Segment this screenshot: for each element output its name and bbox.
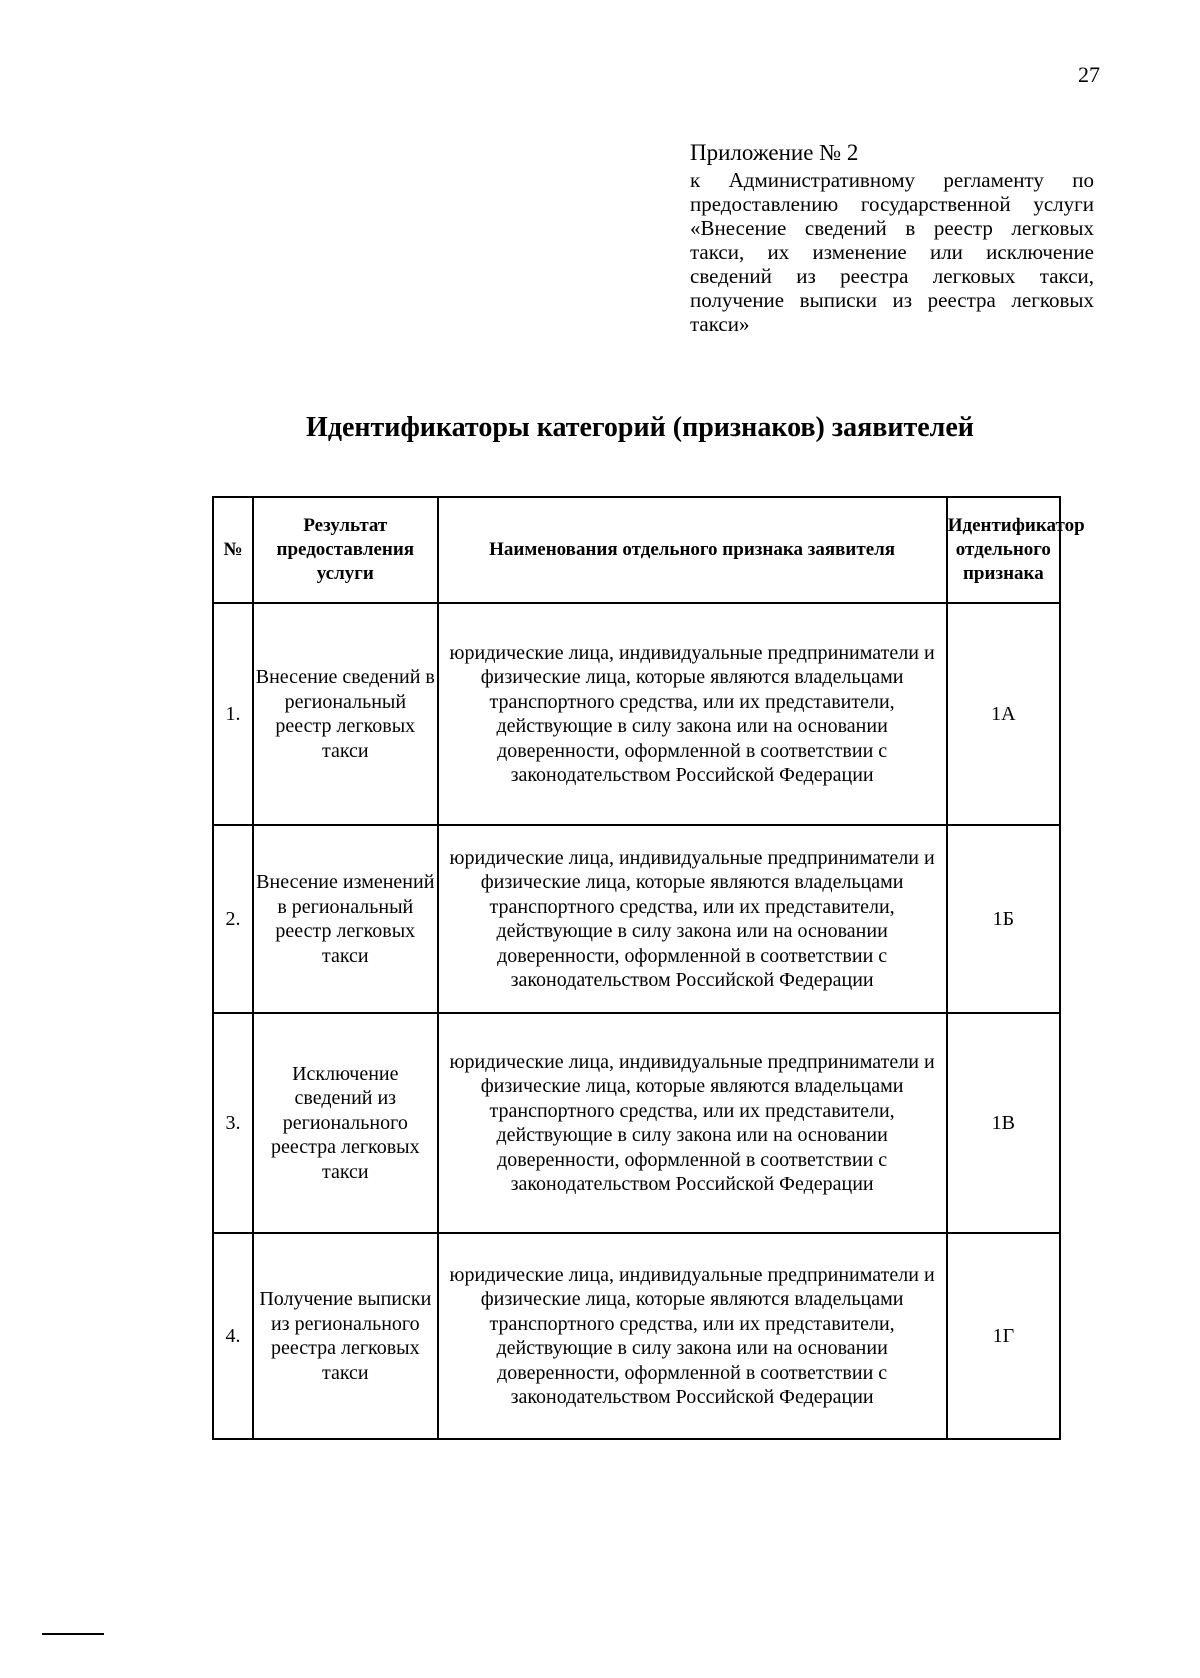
row-feature-name: юридические лица, индивидуальные предприниматели и физические лица, которые являются владельцами транспортного средства, или их представители, действующие в силу закона или на основании доверенности, оформленной в соответствии с законодательством Российской Федерации (438, 825, 947, 1013)
page-number: 27 (1078, 62, 1100, 87)
header-result: Результат предоставления услуги (253, 497, 437, 603)
document-title: Идентификаторы категорий (признаков) заявителей (306, 412, 974, 443)
row-result: Внесение изменений в региональный реестр легковых такси (253, 825, 437, 1013)
header-id: Идентификатор отдельного признака (947, 497, 1060, 603)
header-number: № (213, 497, 253, 603)
row-number: 3. (213, 1013, 253, 1233)
row-feature-name: юридические лица, индивидуальные предприниматели и физические лица, которые являются владельцами транспортного средства, или их представители, действующие в силу закона или на основании доверенности, оформленной в соответствии с законодательством Российской Федерации (438, 1013, 947, 1233)
table-row (213, 1013, 1060, 1233)
table-header-row (213, 497, 1060, 603)
row-identifier: 1А (947, 603, 1060, 825)
row-identifier: 1Б (947, 825, 1060, 1013)
header-name: Наименования отдельного признака заявителя (438, 497, 947, 603)
applicant-categories-table (212, 496, 1085, 1440)
table-row (213, 825, 1060, 1013)
table-row (213, 1233, 1060, 1439)
appendix-title: Приложение № 2 (690, 140, 859, 165)
row-result: Получение выписки из регионального реестра легковых такси (253, 1233, 437, 1439)
row-number: 1. (213, 603, 253, 825)
appendix-block (690, 138, 1094, 336)
appendix-text: к Административному регламенту по предоставлению государственной услуги «Внесение сведений в реестр легковых такси, их изменение или исключение сведений из реестра легковых такси, получение выписки из реестра легковых такси» (690, 168, 1094, 336)
table-row (213, 603, 1060, 825)
row-feature-name: юридические лица, индивидуальные предприниматели и физические лица, которые являются владельцами транспортного средства, или их представители, действующие в силу закона или на основании доверенности, оформленной в соответствии с законодательством Российской Федерации (438, 1233, 947, 1439)
margin-line (42, 1633, 104, 1635)
row-feature-name: юридические лица, индивидуальные предприниматели и физические лица, которые являются владельцами транспортного средства, или их представители, действующие в силу закона или на основании доверенности, оформленной в соответствии с законодательством Российской Федерации (438, 603, 947, 825)
row-number: 4. (213, 1233, 253, 1439)
row-result: Внесение сведений в региональный реестр легковых такси (253, 603, 437, 825)
row-identifier: 1В (947, 1013, 1060, 1233)
row-number: 2. (213, 825, 253, 1013)
row-result: Исключение сведений из регионального реестра легковых такси (253, 1013, 437, 1233)
row-identifier: 1Г (947, 1233, 1060, 1439)
